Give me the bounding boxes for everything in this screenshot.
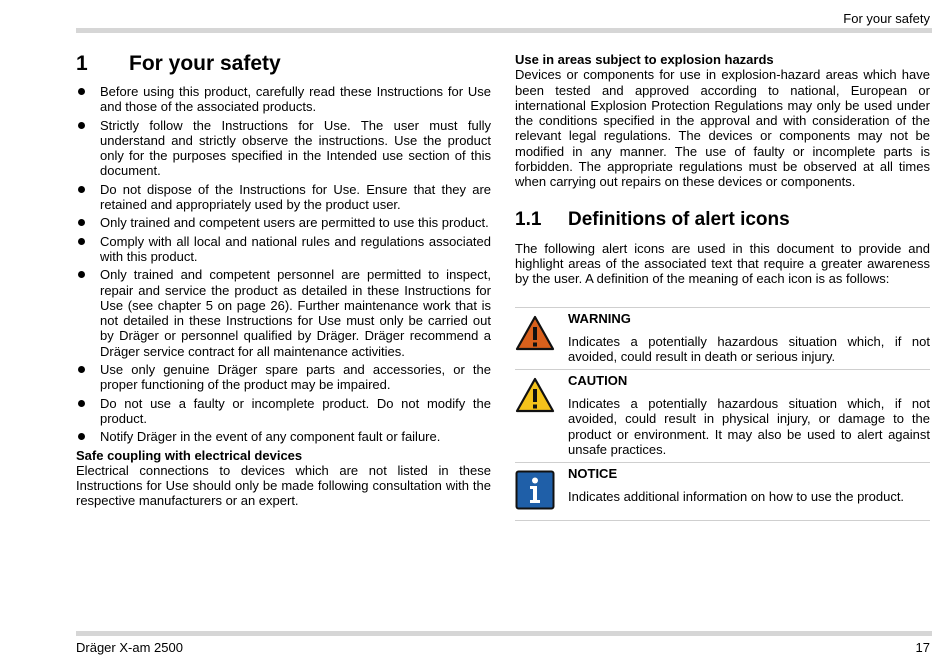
explosion-heading: Use in areas subject to explosion hazards: [515, 52, 774, 67]
bullet-icon: [78, 366, 85, 373]
right-column: [515, 52, 930, 521]
alert-text: Indicates additional information on how to use the product.: [568, 489, 905, 505]
section-1-heading: [76, 52, 491, 76]
section-title: Definitions of alert icons: [568, 208, 790, 230]
alert-definitions-table: [515, 307, 930, 522]
alert-title: CAUTION: [568, 373, 628, 389]
list-item: Use only genuine Dräger spare parts and accessories, or the proper functioning of the product may be impaired.: [76, 362, 491, 393]
alert-title: NOTICE: [568, 466, 618, 482]
warning-icon: [515, 311, 568, 365]
bullet-icon: [78, 433, 85, 440]
footer-product-name: Dräger X-am 2500: [76, 640, 183, 655]
bullet-icon: [78, 88, 85, 95]
alert-intro-text: The following alert icons are used in this document to provide and highlight areas of the associated text that require a greater awareness by the user. A definition of the meaning of each icon is as follows:: [515, 240, 930, 287]
bullet-icon: [78, 122, 85, 129]
section-title: For your safety: [129, 52, 281, 75]
list-item: Notify Dräger in the event of any component fault or failure.: [76, 429, 491, 444]
safe-coupling-text: Electrical connections to devices which are not listed in these Instructions for Use should only be made following consultation with the respective manufacturers or an expert.: [76, 462, 491, 509]
alert-row-warning: [515, 308, 930, 371]
list-item: Before using this product, carefully read these Instructions for Use and those of the associated products.: [76, 84, 491, 115]
safe-coupling-heading: Safe coupling with electrical devices: [76, 447, 303, 463]
caution-icon: [515, 373, 568, 457]
alert-text: Indicates a potentially hazardous situation which, if not avoided, could result in death or serious injury.: [568, 333, 930, 364]
bullet-icon: [78, 400, 85, 407]
alert-row-caution: [515, 370, 930, 463]
explosion-text: Devices or components for use in explosion-hazard areas which have been tested and approved according to national, European or international Explosion Protection Regulations may only be used under the conditions specified in the approval and with consideration of the relevant legal regulations. The devices or components may not be modified in any manner. The use of faulty or incomplete parts is forbidden. The appropriate regulations must be observed at all times when carrying out repairs on these devices or components.: [515, 67, 930, 190]
list-item: Comply with all local and national rules and regulations associated with this product.: [76, 234, 491, 265]
bullet-icon: [78, 238, 85, 245]
section-number: 1: [76, 52, 88, 75]
safety-bullet-list: [76, 84, 491, 445]
footer-rule: [76, 631, 932, 636]
list-item: Do not use a faulty or incomplete product. Do not modify the product.: [76, 396, 491, 427]
list-item: Do not dispose of the Instructions for Use. Ensure that they are retained and appropriately used by the product user.: [76, 182, 491, 213]
left-column: [76, 52, 491, 509]
alert-text: Indicates a potentially hazardous situation which, if not avoided, could result in physical injury, or damage to the product or environment. It may also be used to alert against unsafe practices.: [568, 396, 930, 458]
bullet-icon: [78, 271, 85, 278]
section-number: 1.1: [515, 208, 542, 230]
section-1-1-heading: [515, 209, 930, 231]
header-rule: [76, 28, 932, 33]
list-item: Only trained and competent users are permitted to use this product.: [76, 215, 491, 230]
list-item: Only trained and competent personnel are permitted to inspect, repair and service the product as detailed in these Instructions for Use (see chapter 5 on page 26). Further maintenance work that is not detailed in these Instructions for Use must only be carried out by Dräger or personnel qualified by Dräger. Dräger recommend a Dräger service contract for all maintenance activities.: [76, 267, 491, 359]
list-item: Strictly follow the Instructions for Use. The user must fully understand and strictly observe the instructions. Use the product only for the purposes specified in the Intended use section of this document.: [76, 118, 491, 179]
alert-title: WARNING: [568, 310, 631, 326]
running-header: For your safety: [843, 11, 930, 26]
bullet-icon: [78, 219, 85, 226]
page-number: 17: [915, 640, 930, 655]
alert-row-notice: [515, 463, 930, 521]
bullet-icon: [78, 186, 85, 193]
info-icon: [515, 466, 568, 515]
